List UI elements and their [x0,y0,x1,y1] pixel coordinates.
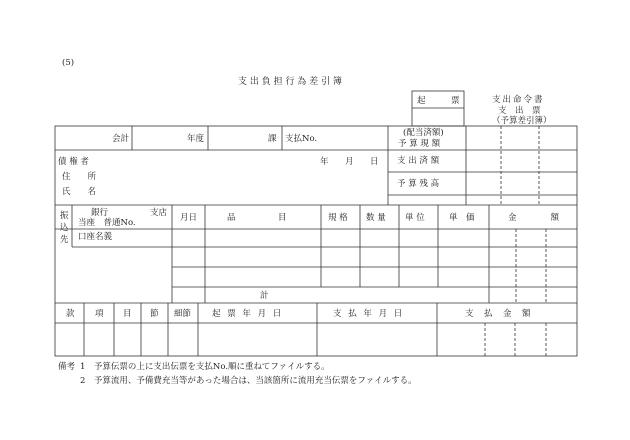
order-line-3: （予算差引簿） [492,116,552,126]
col-shiharai-date: 支 払 年 月 日 [333,309,405,319]
col-saisetsu: 細節 [174,309,192,319]
creditor-label: 債 権 者 [58,157,89,167]
form-title: 支 出 負 担 行 為 差 引 簿 [238,77,342,87]
date-year-label: 年 [320,157,329,167]
shishutsu-sumi-label: 支 出 済 額 [397,156,440,166]
yosan-zan-label: 予 算 残 高 [397,179,440,189]
col-kihyo-date: 起 票 年 月 日 [212,309,284,319]
col-kan: 款 [66,309,75,319]
col-shiharai-amount: 支 払 金 額 [465,309,532,319]
yosan-gen-label: 予 算 現 額 [398,139,441,149]
order-line-1: 支出命令書 [492,95,545,105]
col-amount: 金 額 [508,213,560,223]
name-label: 氏 名 [62,187,97,197]
col-kou: 項 [95,309,104,319]
notes-label: 備考 [58,362,76,372]
nendo-label: 年度 [187,134,205,144]
date-day-label: 日 [370,157,379,167]
transfer-side-3: 先 [60,235,69,245]
col-spec: 規 格 [328,213,348,223]
kaikei-label: 会計 [112,134,130,144]
transfer-side-2: 込 [60,223,69,233]
col-setsu: 節 [150,309,159,319]
haito-sumi-label: (配当済額) [403,128,444,138]
note-1: 1 予算伝票の上に支出伝票を支払No.順に重ねてファイルする。 [80,362,330,372]
col-item: 品 目 [227,213,287,223]
branch-label: 支店 [150,208,168,218]
col-moku: 目 [123,309,132,319]
ka-label: 課 [268,134,277,144]
transfer-side-1: 振 [60,211,69,221]
shiharai-no-label: 支払No. [285,134,318,144]
address-label: 住 所 [62,172,97,182]
kihyo-label: 起 票 [417,96,460,106]
main-table [55,126,577,356]
date-month-label: 月 [345,157,354,167]
note-2: 2 予算流用、予備費充当等があった場合は、当該箇所に流用充当伝票をファイルする。 [80,376,417,386]
col-date: 月日 [180,213,198,223]
col-unit: 単 位 [405,213,425,223]
order-line-2: 支 出 票 [498,106,541,116]
page-number: (5) [62,58,75,68]
total-label: 計 [260,291,269,301]
account-name-label: 口座名義 [78,232,113,242]
col-qty: 数 量 [366,213,386,223]
account-type-label: 当座 普通No. [78,218,136,228]
col-price: 単 価 [449,213,475,223]
bank-label: 銀行 [91,208,109,218]
